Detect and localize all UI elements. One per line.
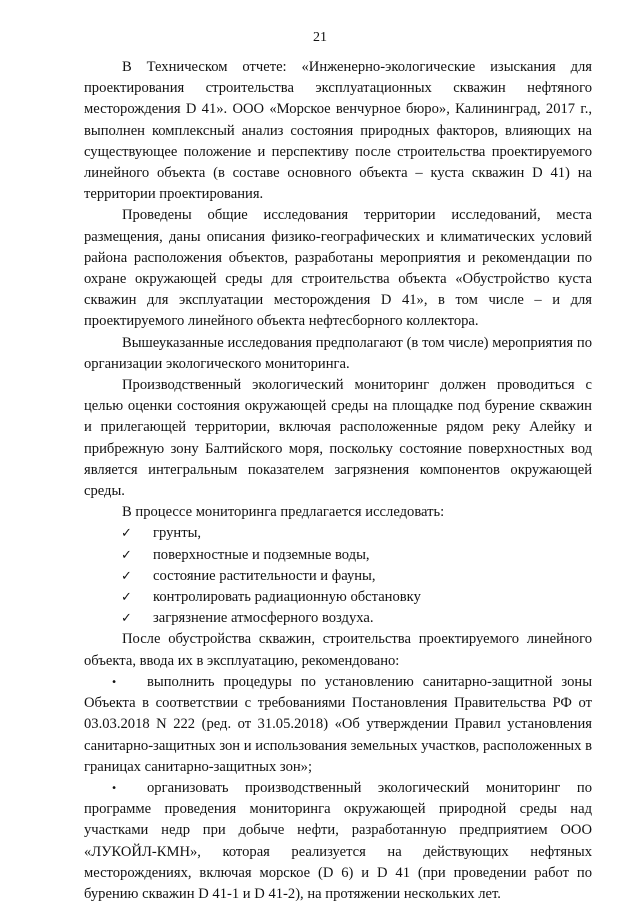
bullet-item (84, 778, 592, 905)
checklist-item (84, 523, 592, 544)
bullet-item-text: выполнить процедуры по установлению санитарно-защитной зоны Объекта в соответствии с требованиями Постановления Правительства РФ от 03.03.2018 N 222 (ред. от 31.05.2018) «Об утверждении Правил установления санитарно-защитных зон и использования земельных участков, расположенных в границах санитарно-защитных зон»; (84, 673, 592, 775)
checklist-item-label: загрязнение атмосферного воздуха. (153, 610, 374, 627)
document-body (84, 57, 592, 905)
checklist-item (84, 566, 592, 587)
paragraph-technical-report: В Техническом отчете: «Инженерно-экологические изыскания для проектирования строительства эксплуатационных скважин нефтяного месторождения D 41». ООО «Морское венчурное бюро», Калининград, 2017 г., выполнен комплексный анализ состояния природных факторов, влияющих на существующее положение и перспективу после строительства проектируемого линейного объекта (в составе основного объекта – куста скважин D 41) на территории проектирования. (84, 59, 592, 203)
monitoring-checklist (84, 523, 592, 629)
checklist-item-label: грунты, (153, 525, 202, 542)
paragraph-industrial-monitoring: Производственный экологический мониторинг должен проводиться с целью оценки состояния окружающей среды на площадке под бурение скважин и прилегающей территории, включая расположенные рядом реку Алейку и прибрежную зону Балтийского моря, поскольку состояние поверхностных вод является интегральным показателем загрязнения компонентов окружающей среды. (84, 377, 592, 500)
checklist-item-label: поверхностные и подземные воды, (153, 546, 370, 563)
checkmark-icon: ✓ (121, 547, 132, 563)
bullet-item-text: организовать производственный экологический мониторинг по программе проведения мониторинга окружающей природной среды над участками недр при добыче нефти, разработанную предприятием ООО «ЛУКОЙЛ-КМН», которая реализуется на действующих нефтяных месторождениях, включая морское (D 6) и D 41 (при проведении работ по бурению скважин D 41-1 и D 41-2), на протяжении нескольких лет. (84, 779, 592, 902)
bullet-icon: • (111, 782, 117, 794)
bullet-item (84, 672, 592, 778)
paragraph-monitoring-measures: Вышеуказанные исследования предполагают (в том числе) мероприятия по организации экологического мониторинга. (84, 334, 592, 372)
checklist-item (84, 608, 592, 629)
checkmark-icon: ✓ (121, 590, 132, 606)
checklist-item-label: контролировать радиационную обстановку (153, 589, 421, 606)
paragraph-recommendations: После обустройства скважин, строительства проектируемого линейного объекта, ввода их в эксплуатацию, рекомендовано: (84, 631, 592, 669)
checklist-item-label: состояние растительности и фауны, (153, 567, 376, 584)
checkmark-icon: ✓ (121, 568, 132, 584)
checkmark-icon: ✓ (121, 611, 132, 627)
checkmark-icon: ✓ (121, 526, 132, 542)
bullet-icon: • (111, 676, 117, 688)
paragraph-monitoring-intro: В процессе мониторинга предлагается исследовать: (122, 504, 445, 521)
paragraph-general-research: Проведены общие исследования территории исследований, места размещения, даны описания физико-географических и климатических условий района расположения объектов, разработаны мероприятия и рекомендации по охране окружающей среды для строительства объекта «Обустройство куста скважин для эксплуатации месторождения D 41», в том числе – и для проектируемого линейного объекта нефтесборного коллектора. (84, 207, 592, 330)
checklist-item (84, 587, 592, 608)
page-number: 21 (313, 30, 327, 45)
checklist-item (84, 545, 592, 566)
